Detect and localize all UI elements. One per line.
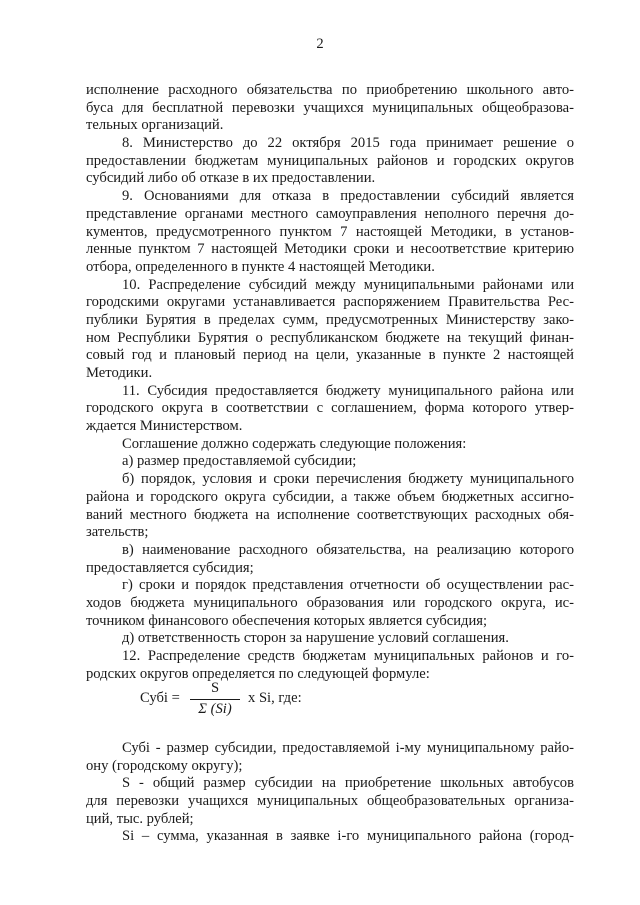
text-line: б) порядок, условия и сроки перечисления бюджету муниципального bbox=[122, 471, 574, 488]
text-line: совый год и плановый период на цели, указанные в пункте 2 настоящей bbox=[86, 347, 574, 364]
text-line: г) сроки и порядок представления отчетности об осуществлении рас- bbox=[122, 577, 574, 594]
document-body bbox=[86, 82, 574, 683]
text-line: Соглашение должно содержать следующие положения: bbox=[122, 435, 467, 452]
text-line: д) ответственность сторон за нарушение условий соглашения. bbox=[122, 630, 509, 647]
formula bbox=[140, 680, 440, 722]
text-line: 10. Распределение субсидий между муниципальными районами или bbox=[122, 276, 574, 293]
text-line: городскими округами устанавливается распоряжением Правительства Рес- bbox=[86, 294, 574, 311]
formula-lhs: Субi = bbox=[140, 690, 180, 706]
text-line: точником финансового обеспечения которых является субсидия; bbox=[86, 612, 488, 629]
text-line: ходов бюджета муниципального образования или городского округа, ис- bbox=[86, 594, 574, 611]
text-line: ленные пунктом 7 настоящей Методики сроки и несоответствие критерию bbox=[86, 241, 574, 258]
text-line: зательств; bbox=[86, 524, 149, 541]
text-line: ждается Министерством. bbox=[86, 418, 243, 435]
text-line: а) размер предоставляемой субсидии; bbox=[122, 453, 357, 470]
text-line: 12. Распределение средств бюджетам муниципальных районов и го- bbox=[122, 648, 574, 664]
text-line: ном Республики Бурятия о республиканском бюджете на текущий финан- bbox=[86, 329, 574, 346]
text-line: ваний местного бюджета на исполнение соответствующих расходных обя- bbox=[86, 506, 574, 523]
text-line: родских округов определяется по следующей формуле: bbox=[86, 665, 430, 682]
fraction-bar bbox=[190, 699, 240, 700]
formula-rhs: x Si, где: bbox=[248, 690, 302, 706]
text-line: 11. Субсидия предоставляется бюджету муниципального района или bbox=[122, 382, 574, 399]
text-line: кументов, предусмотренного пунктом 7 настоящей Методики, в установ- bbox=[86, 223, 574, 240]
text-line: в) наименование расходного обязательства, на реализацию которого bbox=[122, 541, 574, 558]
text-line: 8. Министерство до 22 октября 2015 года принимает решение о bbox=[122, 135, 574, 152]
text-line: городского округа в соответствии с соглашением, форма которого утвер- bbox=[86, 400, 574, 417]
text-line: тельных организаций. bbox=[86, 117, 224, 134]
text-line: для перевозки учащихся муниципальных общеобразовательных организа- bbox=[86, 793, 574, 810]
text-line: отбора, определенного в пункте 4 настоящей Методики. bbox=[86, 258, 435, 275]
definitions-body bbox=[86, 740, 574, 846]
formula-denominator: Σ (Si) bbox=[198, 701, 232, 717]
formula-fraction bbox=[190, 680, 240, 718]
formula-numerator: S bbox=[210, 680, 220, 696]
text-line: буса для бесплатной перевозки учащихся муниципальных общеобразова- bbox=[86, 99, 574, 116]
text-line: представление органами местного самоуправления неполного перечня до- bbox=[86, 205, 574, 222]
text-line: S - общий размер субсидии на приобретение школьных автобусов bbox=[122, 775, 574, 792]
text-line: Si – сумма, указанная в заявке i-го муниципального района (город- bbox=[122, 828, 574, 845]
page-number: 2 bbox=[316, 36, 324, 52]
text-line: исполнение расходного обязательства по приобретению школьного авто- bbox=[86, 82, 574, 98]
text-line: предоставляется субсидия; bbox=[86, 559, 254, 576]
text-line: субсидий либо об отказе в их предоставлении. bbox=[86, 170, 376, 187]
text-line: Методики. bbox=[86, 365, 153, 381]
text-line: 9. Основаниями для отказа в предоставлении субсидий является bbox=[122, 188, 574, 205]
text-line: ций, тыс. рублей; bbox=[86, 810, 194, 827]
text-line: района и городского округа субсидии, а также объем бюджетных ассигно- bbox=[86, 488, 574, 505]
text-line: Субi - размер субсидии, предоставляемой i-му муниципальному райо- bbox=[122, 740, 574, 756]
text-line: ону (городскому округу); bbox=[86, 757, 243, 774]
text-line: предоставлении бюджетам муниципальных районов и городских округов bbox=[86, 152, 574, 169]
text-line: публики Бурятия в пределах сумм, предусмотренных Министерству зако- bbox=[86, 311, 574, 328]
